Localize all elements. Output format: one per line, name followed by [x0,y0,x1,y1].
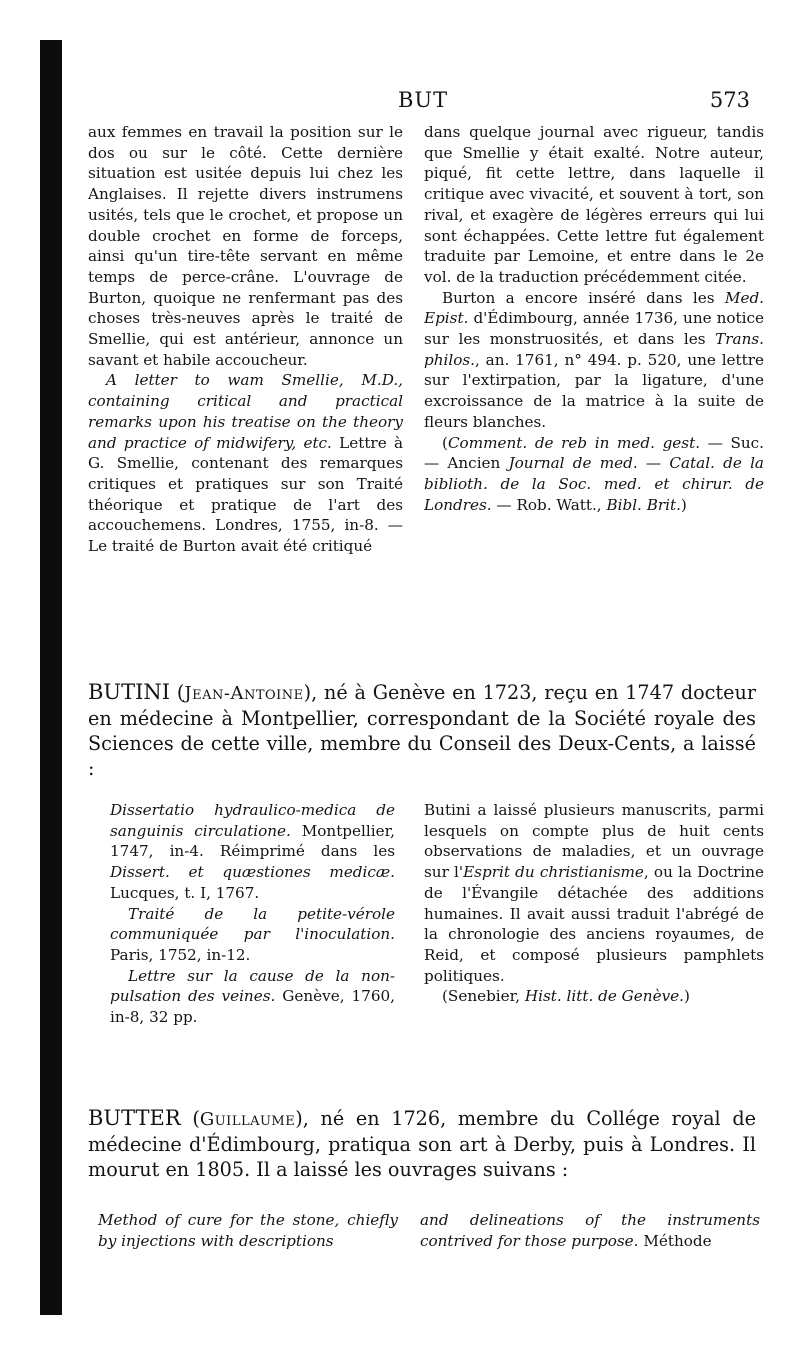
entry-headword: BUTTER [88,1106,181,1130]
entry-butini: BUTINI (Jean-Antoine), né à Genève en 1723, reçu en 1747 docteur en médecine à Montpellier, correspondant de la Société royale des Sciences de cette ville, membre du Conseil des Deux-Cents, a laissé : [88,680,756,780]
column-right-bottom [420,1210,760,1251]
references: (Senebier, Hist. litt. de Genève.) [442,987,690,1006]
work-entry: and delineations of the instruments contrived for those purpose. Méthode [420,1211,760,1250]
work-entry: Method of cure for the stone, chiefly by injections with descriptions [98,1211,398,1250]
paragraph: Butini a laissé plusieurs manuscrits, parmi lesquels on compte plus de huit cents observations de maladies, et un ouvrage sur l'Esprit du christianisme, ou la Doctrine de l'Évangile détachée des additions humaines. Il avait aussi traduit l'abrégé de la chronologie des anciens royaumes, de Reid, et composé plusieurs pamphlets politiques. [424,801,765,985]
entry-forename: Guillaume [199,1109,296,1130]
paragraph: A letter to wam Smellie, M.D., containing critical and practical remarks upon his treatise on the theory and practice of midwifery, etc. Lettre à G. Smellie, contenant des remarques critiques et pratiques sur son Traité théorique et pratique de l'art des accouchemens. Londres, 1755, in-8. — Le traité de Burton avait été critiqué [88,371,403,556]
paragraph: aux femmes en travail la position sur le dos ou sur le côté. Cette dernière situation est usitée depuis lui chez les Anglaises. Il rejette divers instrumens usités, tels que le crochet, et propose un double crochet en forme de forceps, ainsi qu'un tire-tête servant en même temps de perce-crâne. L'ouvrage de Burton, quoique ne renfermant pas des choses très-neuves après le traité de Smellie, qui est antérieur, annonce un savant et habile accoucheur. [88,123,403,369]
entry-headword: BUTINI [88,680,171,704]
paragraph: dans quelque journal avec rigueur, tandis que Smellie y était exalté. Notre auteur, piqué, fit cette lettre, dans laquelle il critique avec vivacité, et souvent à tort, son rival, et exagère de légères erreurs qui lui sont échappées. Cette lettre fut également traduite par Lemoine, et entre dans le 2e vol. de la traduction précédemment citée. [424,123,764,286]
references: (Comment. de reb in med. gest. — Suc. — Ancien Journal de med. — Catal. de la biblioth. de la Soc. med. et chirur. de Londres. — Rob. Watt., Bibl. Brit.) [424,433,764,514]
entry-butter: BUTTER (Guillaume), né en 1726, membre du Collége royal de médecine d'Édimbourg, pratiqua son art à Derby, puis à Londres. Il mourut en 1805. Il a laissé les ouvrages suivans : [88,1106,756,1181]
column-right-mid [424,800,764,1007]
paragraph: Burton a encore inséré dans les Med. Epist. d'Édimbourg, année 1736, une notice sur les monstruosités, et dans les Trans. philos., an. 1761, n° 494. p. 520, une lettre sur l'extirpation, par la ligature, d'une excroissance de la matrice à la suite de fleurs blanches. [424,288,764,431]
column-right-top [424,122,764,515]
work-title: A letter to wam Smellie, M.D., containing critical and practical remarks upon his treatise on the theory and practice of midwifery, etc. [88,371,403,452]
work-entry: Lettre sur la cause de la non-pulsation des veines. Genève, 1760, in-8, 32 pp. [110,966,395,1027]
running-head [80,88,760,114]
work-entry: Traité de la petite-vérole communiquée par l'inoculation. Paris, 1752, in-12. [110,904,395,964]
page-number: 573 [709,88,750,112]
entry-forename: Jean-Antoine [184,683,304,704]
running-head-word: BUT [398,88,449,112]
column-left-top [88,122,403,557]
column-left-bottom [98,1210,398,1251]
column-left-mid [110,800,395,1028]
work-entry: Dissertatio hydraulico-medica de sanguinis circulatione. Montpellier, 1747, in-4. Réimprimé dans les Dissert. et quæstiones medicæ. Lucques, t. I, 1767. [110,801,395,902]
